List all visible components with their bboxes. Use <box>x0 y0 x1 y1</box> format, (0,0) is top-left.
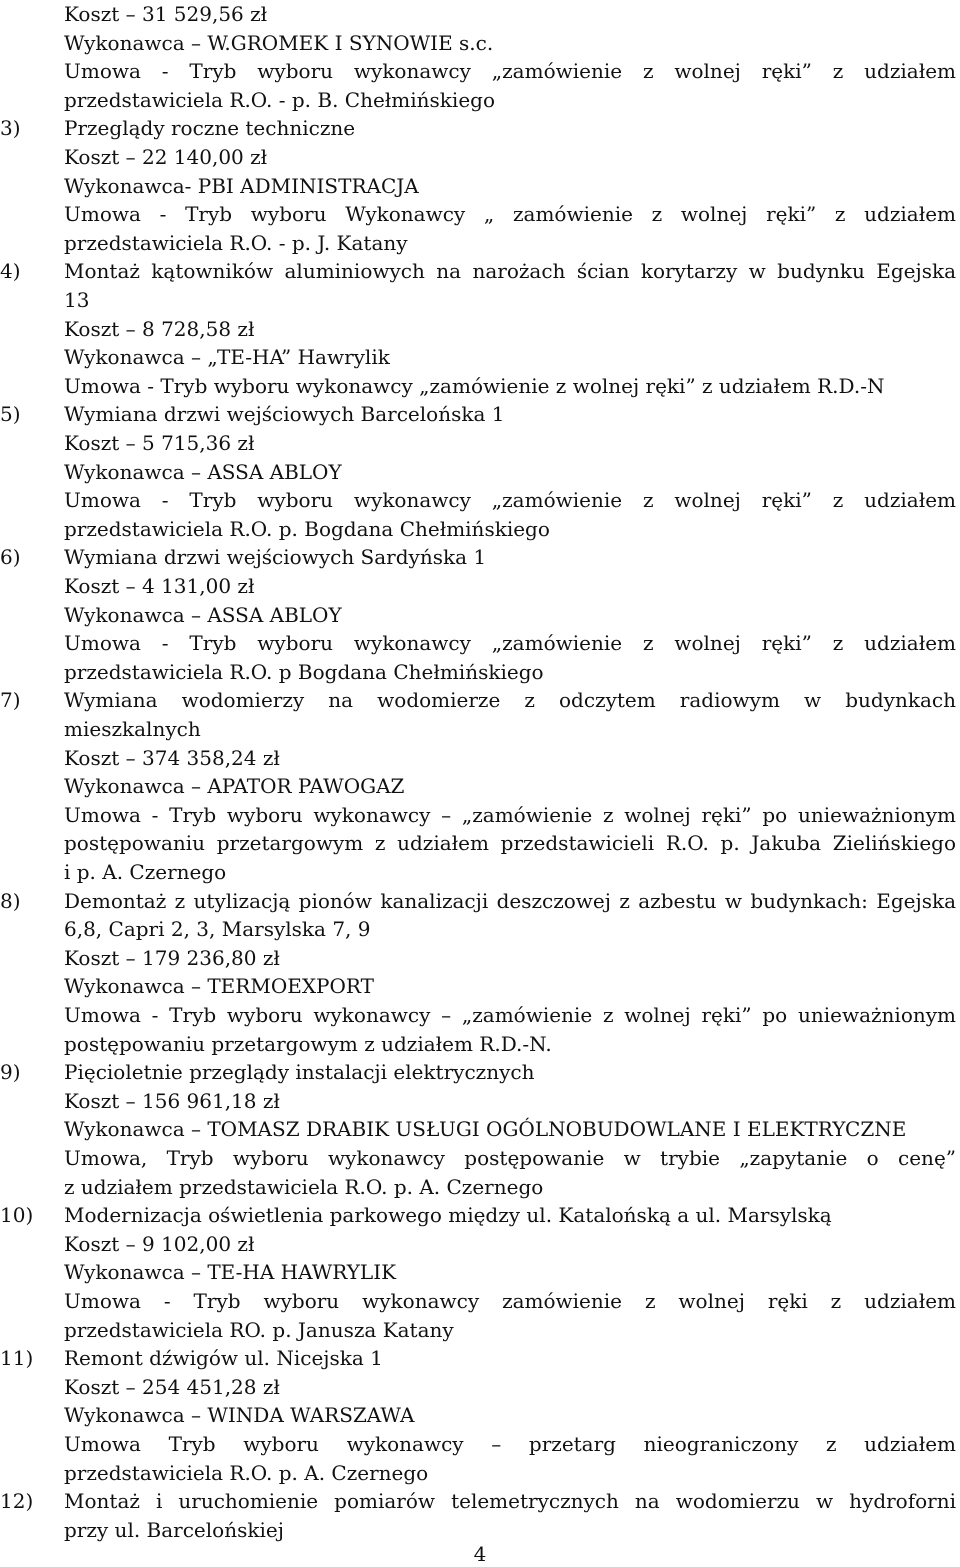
text-line: z udziałem przedstawiciela R.O. p. A. Czernego <box>64 1174 544 1199</box>
text-line: przy ul. Barcelońskiej <box>64 1517 284 1542</box>
text-line: postępowaniu przetargowym z udziałem R.D.-N. <box>64 1031 552 1056</box>
text-line: Wykonawca – „TE-HA” Hawrylik <box>64 345 390 370</box>
text-line: Wymiana drzwi wejściowych Sardyńska 1 <box>64 545 487 570</box>
text-line: Montaż kątowników aluminiowych na narożach ścian korytarzy w budynku Egejska <box>64 259 956 284</box>
text-line: mieszkalnych <box>64 717 201 741</box>
text-line: Umowa - Tryb wyboru wykonawcy „zamówienie z wolnej ręki” z udziałem R.D.-N <box>64 373 885 398</box>
text-line: Umowa - Tryb wyboru wykonawcy „zamówienie z wolnej ręki” z udziałem <box>64 631 956 656</box>
item-number: 8) <box>0 888 21 913</box>
text-line: postępowaniu przetargowym z udziałem przedstawicieli R.O. p. Jakuba Zielińskiego <box>64 831 956 856</box>
text-line: przedstawiciela R.O. p. Bogdana Chełmińskiego <box>64 516 550 541</box>
text-line: przedstawiciela R.O. - p. J. Katany <box>64 230 408 255</box>
text-line: Wykonawca – ASSA ABLOY <box>64 602 342 627</box>
text-line: przedstawiciela R.O. - p. B. Chełmińskiego <box>64 87 495 112</box>
text-line: Demontaż z utylizacją pionów kanalizacji deszczowej z azbestu w budynkach: Egejska <box>64 888 956 913</box>
text-line: Umowa - Tryb wyboru wykonawcy – „zamówienie z wolnej ręki” po unieważnionym <box>64 1003 956 1027</box>
text-line: Wykonawca – TOMASZ DRABIK USŁUGI OGÓLNOBUDOWLANE I ELEKTRYCZNE <box>64 1117 907 1142</box>
text-line: Wymiana drzwi wejściowych Barcelońska 1 <box>64 402 505 427</box>
text-line: Remont dźwigów ul. Nicejska 1 <box>64 1346 383 1371</box>
page-number: 4 <box>473 1542 487 1566</box>
text-line: Modernizacja oświetlenia parkowego między ul. Katalońską a ul. Marsylską <box>64 1203 832 1228</box>
text-line: Umowa, Tryb wyboru wykonawcy postępowanie w trybie „zapytanie o cenę” <box>64 1146 956 1170</box>
text-line: Wykonawca – TERMOEXPORT <box>64 974 374 999</box>
text-line: Koszt – 179 236,80 zł <box>64 945 280 970</box>
text-line: 13 <box>64 288 90 312</box>
text-line: i p. A. Czernego <box>64 860 227 884</box>
text-line: Umowa - Tryb wyboru wykonawcy – „zamówienie z wolnej ręki” po unieważnionym <box>64 802 956 827</box>
item-number: 5) <box>0 402 21 427</box>
item-number: 9) <box>0 1060 21 1085</box>
text-line: Wykonawca – WINDA WARSZAWA <box>64 1403 415 1428</box>
text-line: Umowa - Tryb wyboru wykonawcy zamówienie z wolnej ręki z udziałem <box>64 1289 956 1313</box>
text-line: Koszt – 374 358,24 zł <box>64 745 280 770</box>
text-line: Wykonawca- PBI ADMINISTRACJA <box>64 173 419 198</box>
item-number: 10) <box>0 1203 34 1228</box>
text-line: Koszt – 4 131,00 zł <box>64 574 255 598</box>
text-line: Montaż i uruchomienie pomiarów telemetrycznych na wodomierzu w hydroforni <box>64 1489 956 1514</box>
text-line: Wymiana wodomierzy na wodomierze z odczytem radiowym w budynkach <box>64 688 956 713</box>
text-line: Umowa - Tryb wyboru Wykonawcy „ zamówienie z wolnej ręki” z udziałem <box>64 202 956 227</box>
text-line: Wykonawca – APATOR PAWOGAZ <box>64 774 405 799</box>
text-line: 6,8, Capri 2, 3, Marsylska 7, 9 <box>64 917 371 942</box>
item-number: 12) <box>0 1489 34 1514</box>
text-line: Umowa Tryb wyboru wykonawcy – przetarg nieograniczony z udziałem <box>64 1432 956 1456</box>
text-line: Koszt – 8 728,58 zł <box>64 316 255 341</box>
item-number: 11) <box>0 1346 34 1371</box>
text-line: Koszt – 31 529,56 zł <box>64 2 268 26</box>
text-line: Koszt – 156 961,18 zł <box>64 1088 280 1113</box>
text-line: Umowa - Tryb wyboru wykonawcy „zamówienie z wolnej ręki” z udziałem <box>64 59 956 84</box>
text-line: przedstawiciela R.O. p Bogdana Chełmińskiego <box>64 659 544 684</box>
text-line: Umowa - Tryb wyboru wykonawcy „zamówienie z wolnej ręki” z udziałem <box>64 488 956 513</box>
text-line: Koszt – 9 102,00 zł <box>64 1231 255 1256</box>
text-line: przedstawiciela R.O. p. A. Czernego <box>64 1460 429 1485</box>
item-number: 7) <box>0 688 21 713</box>
text-line: Koszt – 5 715,36 zł <box>64 431 255 455</box>
text-line: Wykonawca – ASSA ABLOY <box>64 459 342 484</box>
item-number: 3) <box>0 116 21 141</box>
text-line: Wykonawca – TE-HA HAWRYLIK <box>64 1260 397 1285</box>
text-line: Przeglądy roczne techniczne <box>64 116 356 141</box>
text-line: Pięcioletnie przeglądy instalacji elektrycznych <box>64 1060 535 1085</box>
item-number: 6) <box>0 545 21 570</box>
text-line: przedstawiciela RO. p. Janusza Katany <box>64 1317 454 1342</box>
text-line: Koszt – 254 451,28 zł <box>64 1374 280 1399</box>
item-number: 4) <box>0 259 21 284</box>
text-line: Koszt – 22 140,00 zł <box>64 145 268 169</box>
text-line: Wykonawca – W.GROMEK I SYNOWIE s.c. <box>64 30 494 55</box>
